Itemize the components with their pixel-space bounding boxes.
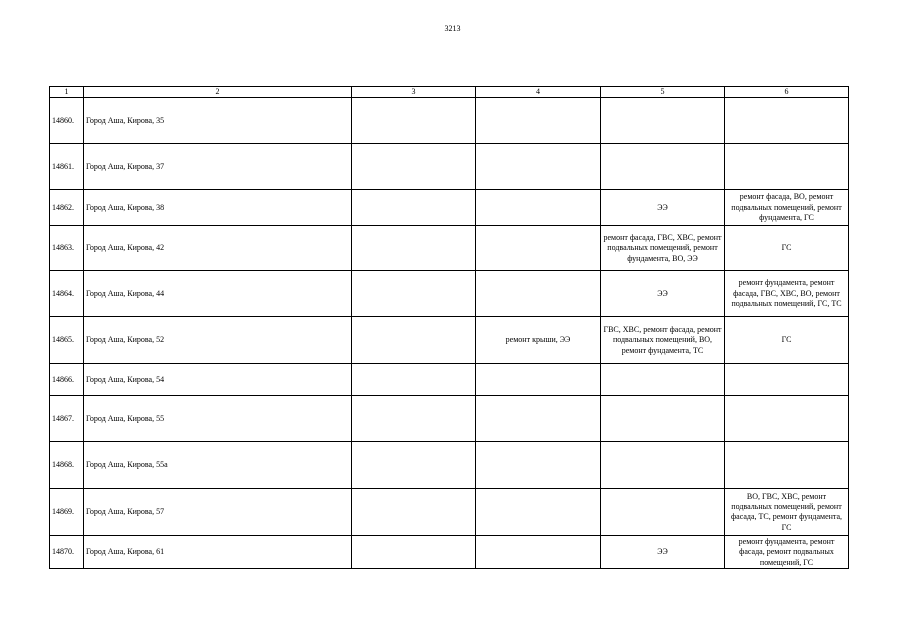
table-row [50, 396, 849, 442]
column-4-cell [476, 536, 601, 569]
column-5-cell: ремонт фасада, ГВС, ХВС, ремонт подвальных помещений, ремонт фундамента, ВО, ЭЭ [601, 226, 725, 271]
address-cell: Город Аша, Кирова, 35 [84, 98, 352, 144]
column-3-cell [352, 190, 476, 226]
column-3-cell [352, 396, 476, 442]
address-cell: Город Аша, Кирова, 52 [84, 317, 352, 364]
column-5-cell: ЭЭ [601, 190, 725, 226]
column-6-cell: ГС [725, 226, 849, 271]
column-header-3: 3 [352, 87, 476, 98]
column-4-cell [476, 271, 601, 317]
column-6-cell: ВО, ГВС, ХВС, ремонт подвальных помещений, ремонт фасада, ТС, ремонт фундамента, ГС [725, 489, 849, 536]
row-number: 14867. [50, 396, 84, 442]
address-cell: Город Аша, Кирова, 61 [84, 536, 352, 569]
column-3-cell [352, 317, 476, 364]
table-row [50, 364, 849, 396]
header-row [50, 87, 849, 98]
row-number: 14869. [50, 489, 84, 536]
column-3-cell [352, 226, 476, 271]
row-number: 14864. [50, 271, 84, 317]
address-cell: Город Аша, Кирова, 44 [84, 271, 352, 317]
row-number: 14870. [50, 536, 84, 569]
column-5-cell: ЭЭ [601, 271, 725, 317]
column-4-cell [476, 190, 601, 226]
column-header-6: 6 [725, 87, 849, 98]
page-number: 3213 [444, 24, 461, 33]
column-6-cell: ремонт фасада, ВО, ремонт подвальных помещений, ремонт фундамента, ГС [725, 190, 849, 226]
row-number: 14868. [50, 442, 84, 489]
address-cell: Город Аша, Кирова, 38 [84, 190, 352, 226]
table-row [50, 317, 849, 364]
column-3-cell [352, 98, 476, 144]
column-4-cell [476, 442, 601, 489]
column-5-cell: ГВС, ХВС, ремонт фасада, ремонт подвальных помещений, ВО, ремонт фундамента, ТС [601, 317, 725, 364]
table-row [50, 442, 849, 489]
column-4-cell: ремонт крыши, ЭЭ [476, 317, 601, 364]
table-row [50, 190, 849, 226]
column-5-cell [601, 396, 725, 442]
column-6-cell: ремонт фундамента, ремонт фасада, ГВС, ХВС, ВО, ремонт подвальных помещений, ГС, ТС [725, 271, 849, 317]
table-row [50, 144, 849, 190]
column-3-cell [352, 271, 476, 317]
column-6-cell [725, 442, 849, 489]
column-5-cell [601, 489, 725, 536]
column-header-1: 1 [50, 87, 84, 98]
column-6-cell [725, 364, 849, 396]
table-row [50, 226, 849, 271]
column-header-5: 5 [601, 87, 725, 98]
row-number: 14865. [50, 317, 84, 364]
column-6-cell [725, 144, 849, 190]
column-5-cell [601, 98, 725, 144]
column-4-cell [476, 489, 601, 536]
column-3-cell [352, 489, 476, 536]
column-header-4: 4 [476, 87, 601, 98]
address-cell: Город Аша, Кирова, 57 [84, 489, 352, 536]
row-number: 14861. [50, 144, 84, 190]
row-number: 14860. [50, 98, 84, 144]
address-cell: Город Аша, Кирова, 37 [84, 144, 352, 190]
table-row [50, 98, 849, 144]
address-cell: Город Аша, Кирова, 55 [84, 396, 352, 442]
row-number: 14866. [50, 364, 84, 396]
column-5-cell: ЭЭ [601, 536, 725, 569]
column-header-2: 2 [84, 87, 352, 98]
column-3-cell [352, 442, 476, 489]
column-6-cell: ГС [725, 317, 849, 364]
row-number: 14862. [50, 190, 84, 226]
column-6-cell: ремонт фундамента, ремонт фасада, ремонт подвальных помещений, ГС [725, 536, 849, 569]
address-cell: Город Аша, Кирова, 42 [84, 226, 352, 271]
address-cell: Город Аша, Кирова, 55а [84, 442, 352, 489]
address-cell: Город Аша, Кирова, 54 [84, 364, 352, 396]
column-4-cell [476, 364, 601, 396]
table-row [50, 536, 849, 569]
column-4-cell [476, 98, 601, 144]
column-5-cell [601, 364, 725, 396]
column-5-cell [601, 442, 725, 489]
column-4-cell [476, 226, 601, 271]
column-3-cell [352, 364, 476, 396]
row-number: 14863. [50, 226, 84, 271]
column-3-cell [352, 144, 476, 190]
column-6-cell [725, 396, 849, 442]
column-3-cell [352, 536, 476, 569]
column-5-cell [601, 144, 725, 190]
column-6-cell [725, 98, 849, 144]
column-4-cell [476, 396, 601, 442]
data-table [49, 86, 849, 569]
table-row [50, 489, 849, 536]
table-row [50, 271, 849, 317]
column-4-cell [476, 144, 601, 190]
